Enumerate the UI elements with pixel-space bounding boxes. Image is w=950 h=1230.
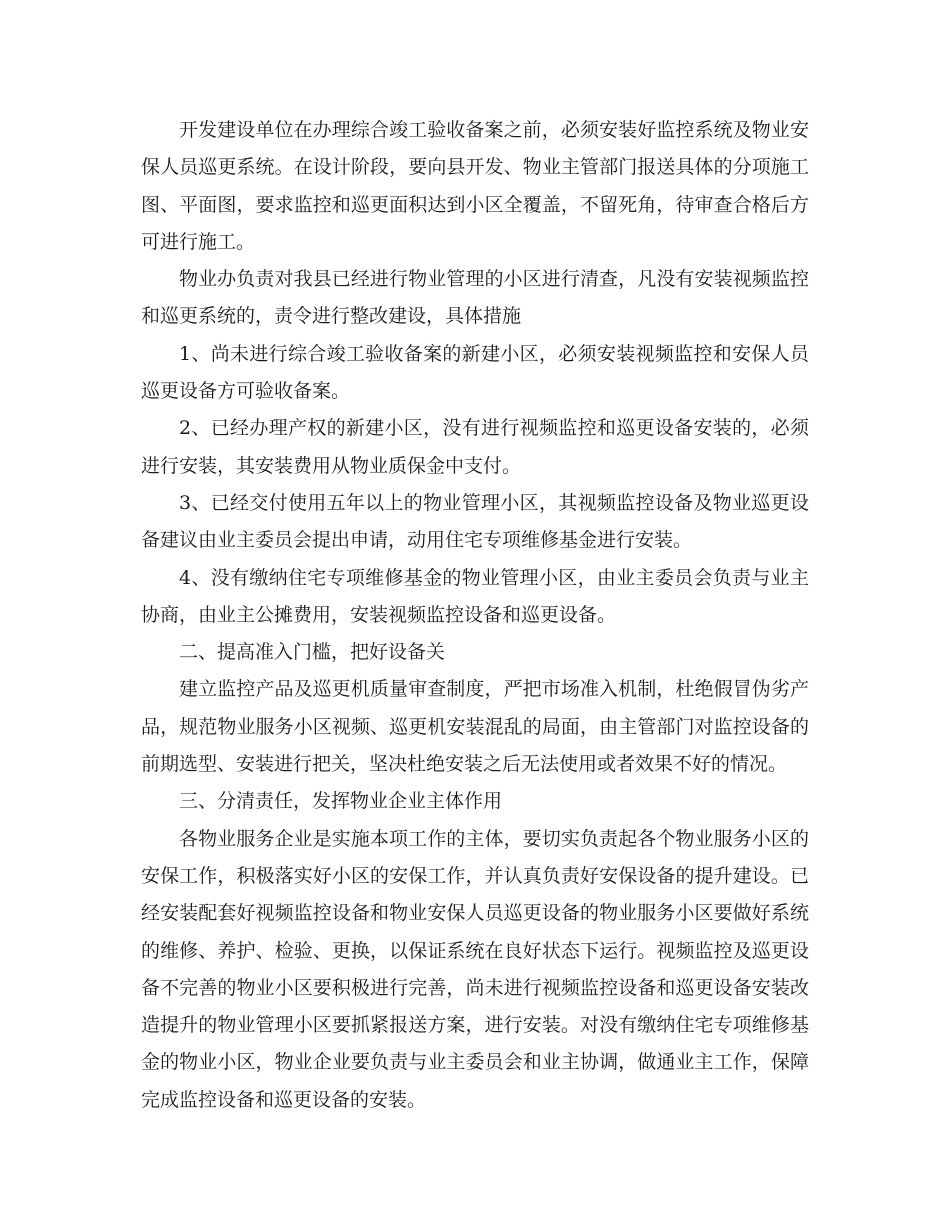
- paragraph-measure-4: 4、没有缴纳住宅专项维修基金的物业管理小区，由业主委员会负责与业主协商，由业主公摊费用，安装视频监控设备和巡更设备。: [141, 566, 809, 626]
- paragraph-enterprise-responsibility: 各物业服务企业是实施本项工作的主体，要切实负责起各个物业服务小区的安保工作，积极落实好小区的安保工作，并认真负责好安保设备的提升建设。已经安装配套好视频监控设备和物业安保人员巡更设备的物业服务小区要做好系统的维修、养护、检验、更换，以保证系统在良好状态下运行。视频监控及巡更设备不完善的物业小区要积极进行完善，尚未进行视频监控设备和巡更设备安装改造提升的物业管理小区要抓紧报送方案，进行安装。对没有缴纳住宅专项维修基金的物业小区，物业企业要负责与业主委员会和业主协调，做通业主工作，保障完成监控设备和巡更设备的安装。: [141, 827, 809, 1111]
- section-heading-2: 二、提高准入门槛，把好设备关: [179, 641, 446, 664]
- section-heading-3: 三、分清责任，发挥物业企业主体作用: [179, 790, 503, 813]
- paragraph-measure-1: 1、尚未进行综合竣工验收备案的新建小区，必须安装视频监控和安保人员巡更设备方可验收备案。: [141, 342, 809, 403]
- paragraph-measure-3: 3、已经交付使用五年以上的物业管理小区，其视频监控设备及物业巡更设备建议由业主委员会提出申请，动用住宅专项维修基金进行安装。: [141, 491, 809, 552]
- document-body: [141, 112, 809, 1119]
- paragraph-measure-2: 2、已经办理产权的新建小区，没有进行视频监控和巡更设备安装的，必须进行安装，其安装费用从物业质保金中支付。: [141, 417, 809, 477]
- paragraph-property-office-inspection: 物业办负责对我县已经进行物业管理的小区进行清查，凡没有安装视频监控和巡更系统的，责令进行整改建设，具体措施: [141, 268, 809, 328]
- paragraph-quality-review: 建立监控产品及巡更机质量审查制度，严把市场准入机制，杜绝假冒伪劣产品，规范物业服务小区视频、巡更机安装混乱的局面，由主管部门对监控设备的前期选型、安装进行把关，坚决杜绝安装之后无法使用或者效果不好的情况。: [141, 678, 809, 776]
- paragraph-completion-acceptance: 开发建设单位在办理综合竣工验收备案之前，必须安装好监控系统及物业安保人员巡更系统。在设计阶段，要向县开发、物业主管部门报送具体的分项施工图、平面图，要求监控和巡更面积达到小区全覆盖，不留死角，待审查合格后方可进行施工。: [141, 119, 809, 253]
